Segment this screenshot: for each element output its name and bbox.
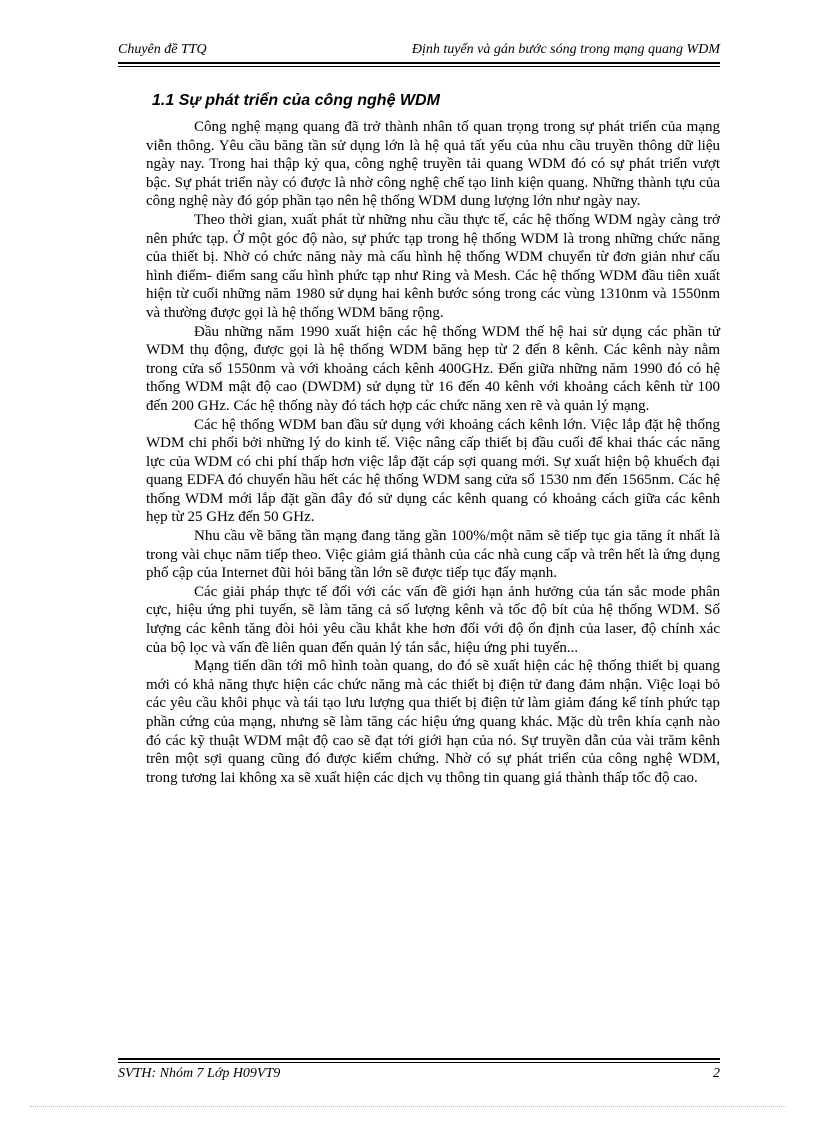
paragraph: Nhu cầu về băng tần mạng đang tăng gần 100%/một năm sẽ tiếp tục gia tăng ít nhất là trong vài chục năm tiếp theo. Việc giảm giá thành của các nhà cung cấp và trên hết là ứng dụng phổ cập của Internet đũi hỏi băng tần lớn sẽ được tiếp tục đẩy mạnh. <box>146 528 720 582</box>
paragraph: Đầu những năm 1990 xuất hiện các hệ thống WDM thế hệ hai sử dụng các phần tử WDM thụ động, được gọi là hệ thống WDM băng hẹp từ 2 đến 8 kênh. Các kênh này nằm trong cửa sổ 1550nm và với khoảng cách kênh 400GHz. Đến giữa những năm 1990 đó có hệ thống WDM mật độ cao (DWDM) sử dụng từ 16 đến 40 kênh với khoảng cách kênh từ 100 đến 200 GHz. Các hệ thống này đó tách hợp các chức năng xen rẽ và quản lý mạng. <box>146 323 720 414</box>
section-body <box>146 118 720 787</box>
page-footer <box>118 1066 720 1082</box>
page-number: 2 <box>713 1066 720 1081</box>
footer-author: SVTH: Nhóm 7 Lớp H09VT9 <box>118 1066 281 1081</box>
paragraph: Công nghệ mạng quang đã trở thành nhân tố quan trọng trong sự phát triển của mạng viễn thông. Yêu cầu băng tần sử dụng lớn là hệ quả tất yếu của nhu cầu truyền thông dữ liệu ngày nay. Trong hai thập kỷ qua, công nghệ truyền tải quang WDM đó có sự phát triển vượt bậc. Sự phát triển này có được là nhờ công nghệ chế tạo linh kiện quang. Những thành tựu của công nghệ này đó góp phần tạo nên hệ thống WDM dung lượng lớn như ngày nay. <box>146 119 720 210</box>
page-header <box>118 28 720 62</box>
section-heading: 1.1 Sự phát triển của công nghệ WDM <box>152 92 440 109</box>
paragraph: Các giải pháp thực tế đối với các vấn đề giới hạn ảnh hưởng của tán sắc mode phân cực, hiệu ứng phi tuyến, sẽ làm tăng cả số lượng kênh và tốc độ bít của hệ thống WDM. Số lượng các kênh tăng đòi hỏi yêu cầu khắt khe hơn đối với độ ổn định của laser, độ chính xác của bộ lọc và vấn đề liên quan đến quản lý tán sắc, hiệu ứng phi tuyến... <box>146 583 720 656</box>
footer-rule <box>118 1058 720 1063</box>
paragraph: Theo thời gian, xuất phát từ những nhu cầu thực tế, các hệ thống WDM ngày càng trở nên phức tạp. Ở một góc độ nào, sự phức tạp trong hệ thống WDM là trong những chức năng của thiết bị. Nhờ có chức năng này mà cấu hình hệ thống WDM chuyển từ đơn giản như cấu hình điểm- điểm sang cấu hình phức tạp như Ring và Mesh. Các hệ thống WDM đầu tiên xuất hiện từ cuối những năm 1980 sử dụng hai kênh bước sóng trong các vùng 1310nm và 1550nm và thường được gọi là hệ thống WDM băng rộng. <box>146 211 720 321</box>
paragraph: Các hệ thống WDM ban đầu sử dụng với khoảng cách kênh lớn. Việc lắp đặt hệ thống WDM chi phối bởi những lý do kinh tế. Việc nâng cấp thiết bị đầu cuối để khai thác các năng lực của WDM có chi phí thấp hơn việc lắp đặt cáp sợi quang mới. Sự xuất hiện bộ khuếch đại quang EDFA đó chuyển hầu hết các hệ thống WDM sang cửa sổ 1530 nm đến 1565nm. Các hệ thống WDM mới lắp đặt gần đây đó sử dụng các kênh quang có khoảng cách giữa các kênh hẹp từ 25 GHz đến 50 GHz. <box>146 416 720 526</box>
header-rule <box>118 62 720 67</box>
page-bottom-divider <box>30 1106 786 1107</box>
header-right-title: Định tuyến và gán bước sóng trong mạng quang WDM <box>411 42 720 57</box>
paragraph: Mạng tiến dần tới mô hình toàn quang, do đó sẽ xuất hiện các hệ thống thiết bị quang mới có khả năng thực hiện các chức năng mà các thiết bị điện tử đang đảm nhận. Việc loại bỏ các yêu cầu khôi phục và tái tạo lưu lượng qua thiết bị điện tử làm giảm đáng kể tính phức tạp phần cứng của mạng, nhưng sẽ làm tăng các hiệu ứng quang khác. Mặc dù trên khía cạnh nào đó các kỹ thuật WDM mật độ cao sẽ đạt tới giới hạn của nó. Sự truyền dẫn của vài trăm kênh trên một sợi quang cũng đó được kiểm chứng. Nhờ có sự phát triển của công nghệ WDM, trong tương lai không xa sẽ xuất hiện các dịch vụ thông tin quang giá thành thấp tốc độ cao. <box>146 658 720 786</box>
header-left-title: Chuyên đề TTQ <box>118 42 207 57</box>
